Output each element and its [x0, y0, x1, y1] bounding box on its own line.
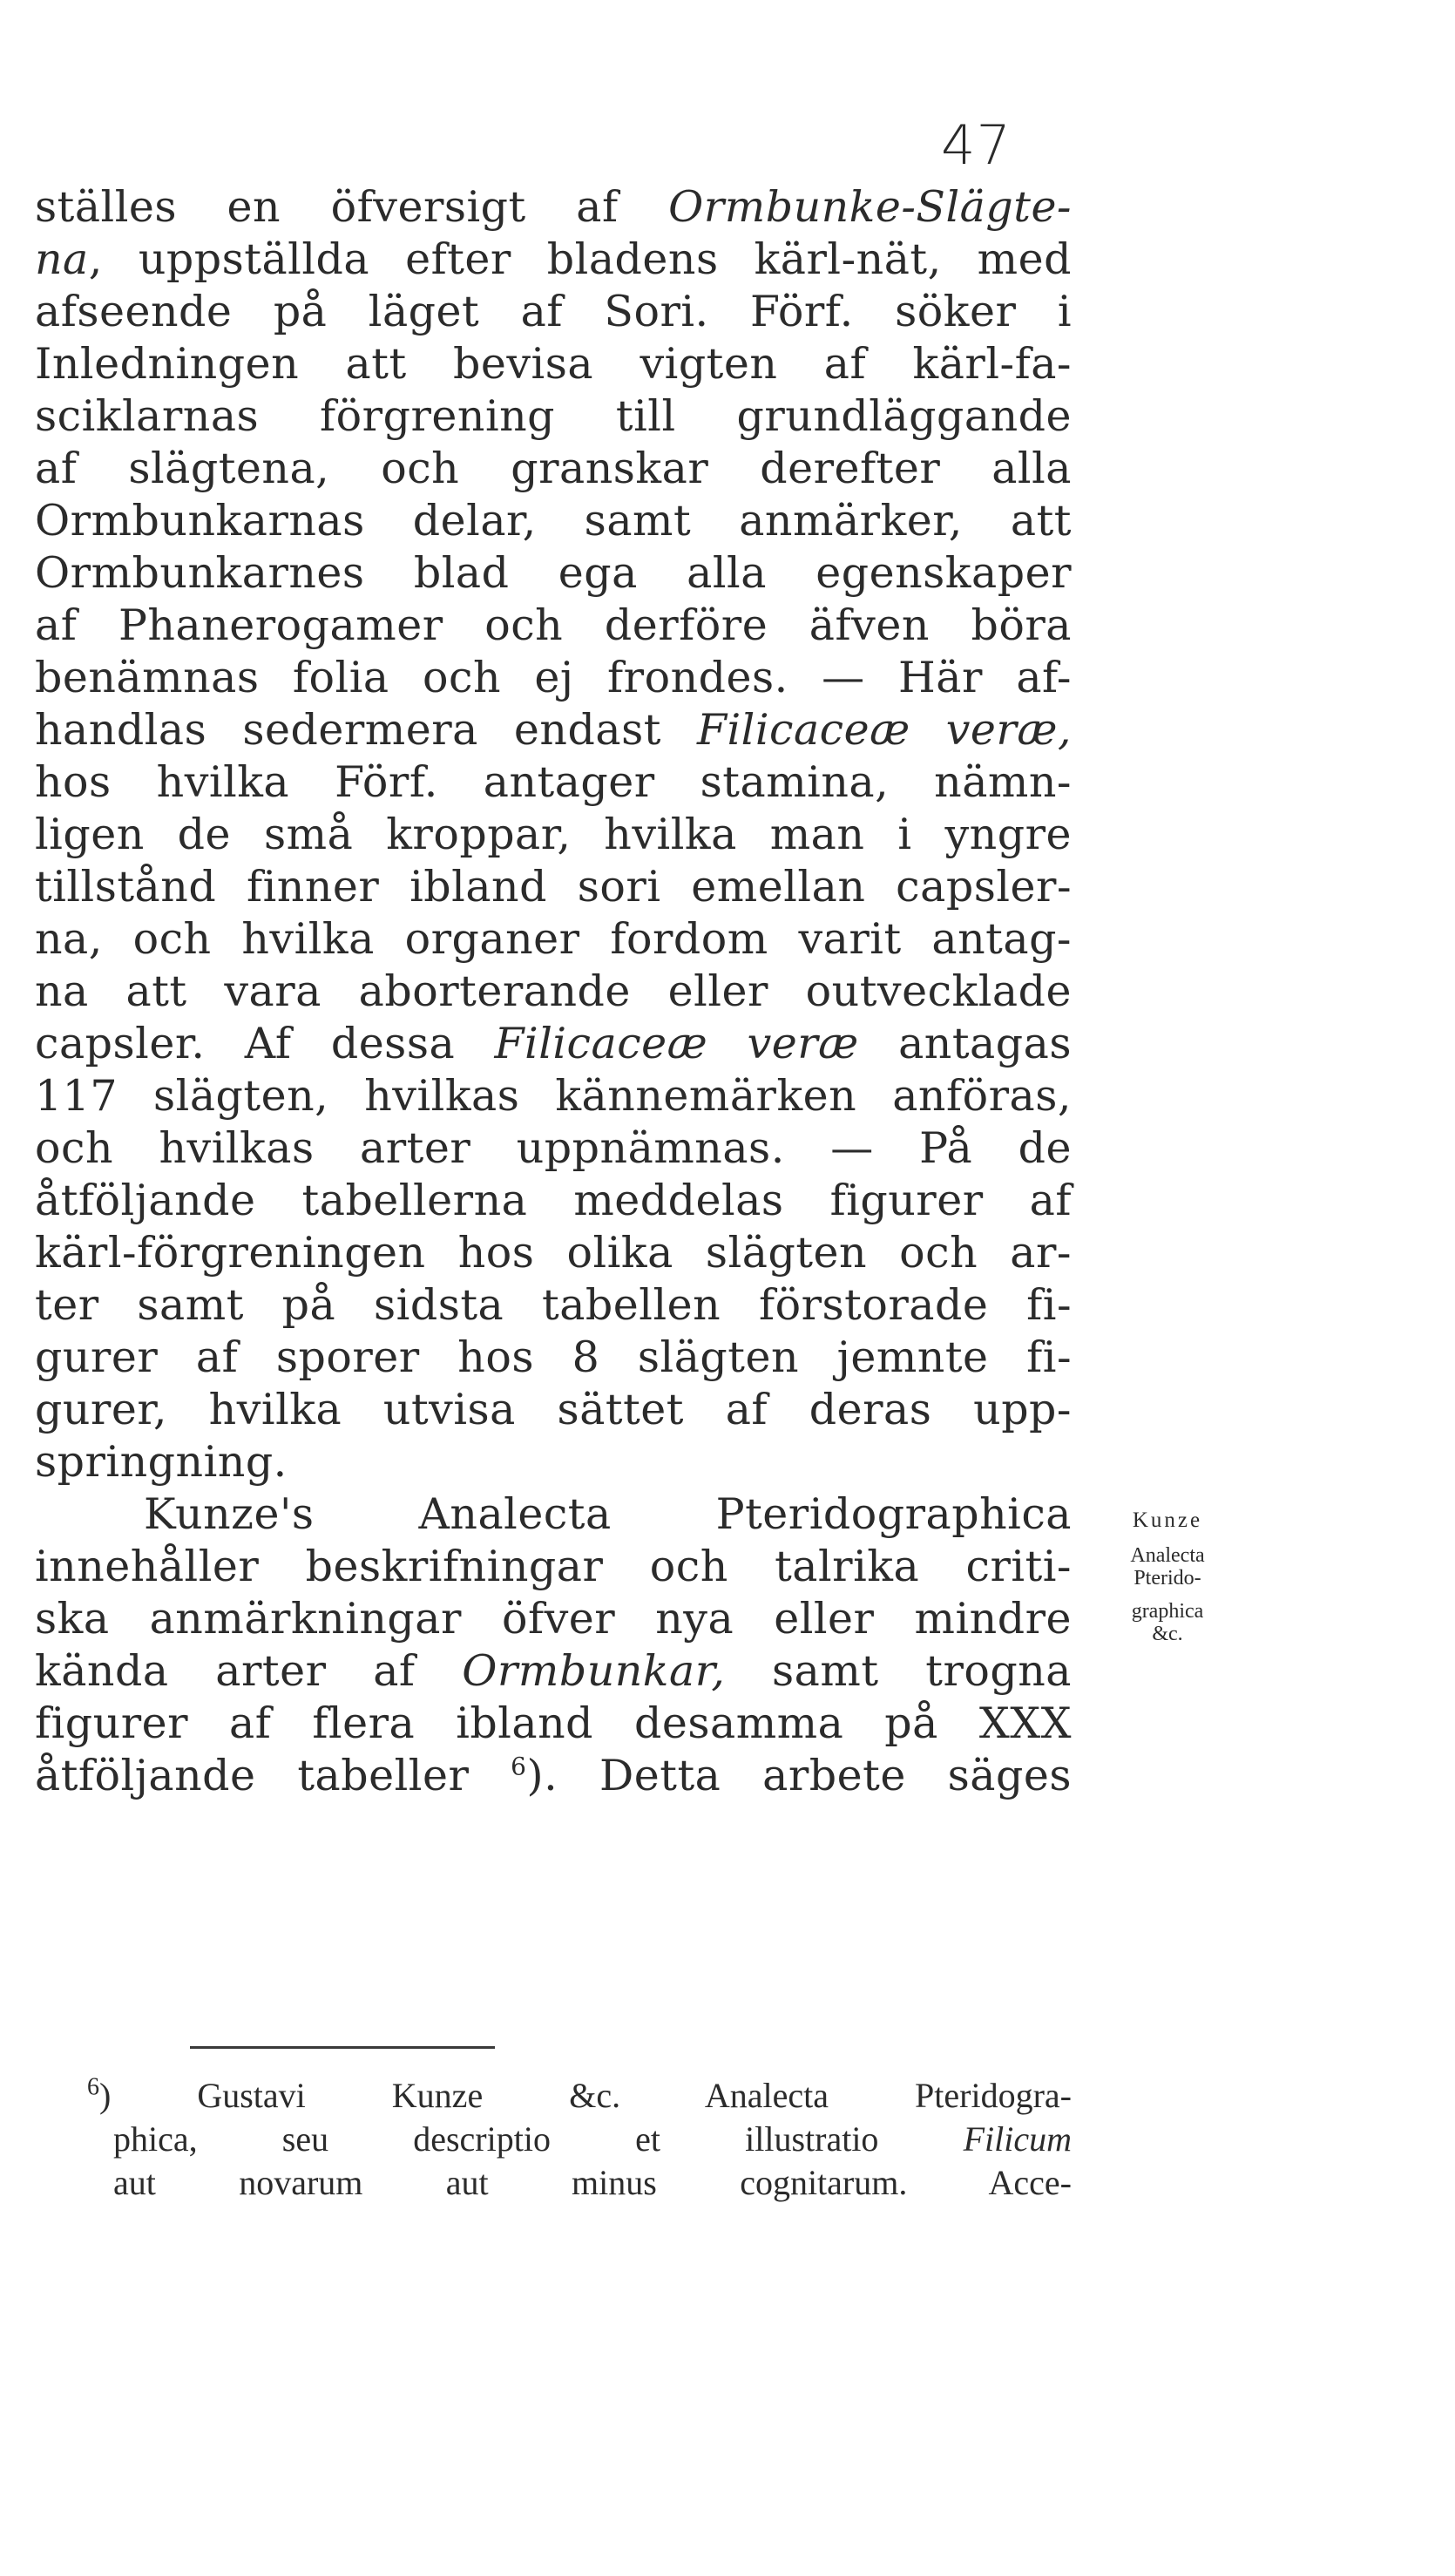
footnote-line: phica, seu descriptio et illustratio Filicum [113, 2119, 1072, 2159]
body-line: tillstånd finner ibland sori emellan capsler- [35, 862, 1072, 912]
margin-note [1085, 1509, 1250, 1645]
footnote-marker: 6 [87, 2073, 99, 2101]
margin-note-line: Analecta [1130, 1544, 1205, 1567]
body-line: gurer af sporer hos 8 slägten jemnte fi- [35, 1332, 1072, 1382]
margin-note-line: &c. [1152, 1623, 1183, 1645]
body-line: innehåller beskrifningar och talrika criti- [35, 1542, 1072, 1591]
body-line: figurer af flera ibland desamma på XXX [35, 1698, 1072, 1748]
footnote-ref: 6 [511, 1752, 527, 1781]
margin-note-line: Pterido- [1134, 1567, 1201, 1590]
body-line: åtföljande tabellerna meddelas figurer af [35, 1176, 1072, 1225]
body-line: ter samt på sidsta tabellen förstorade fi- [35, 1280, 1072, 1330]
body-line: benämnas folia och ej frondes. — Här af- [35, 653, 1072, 702]
body-line: 117 slägten, hvilkas kännemärken anföras, [35, 1071, 1072, 1121]
body-line: kärl-förgreningen hos olika slägten och ar- [35, 1228, 1072, 1278]
body-line: gurer, hvilka utvisa sättet af deras upp- [35, 1385, 1072, 1434]
body-line: kända arter af Ormbunkar, samt trogna [35, 1646, 1073, 1696]
body-line: Ormbunkarnes blad ega alla egenskaper [35, 548, 1072, 598]
body-line: Ormbunkarnas delar, samt anmärker, att [35, 496, 1072, 546]
footnote-line: aut novarum aut minus cognitarum. Acce- [113, 2163, 1072, 2202]
body-line: springning. [35, 1437, 288, 1487]
body-line: Inledningen att bevisa vigten af kärl-fa- [35, 339, 1072, 389]
body-line: na, och hvilka organer fordom varit antag- [35, 914, 1072, 964]
body-line: ska anmärkningar öfver nya eller mindre [35, 1594, 1072, 1644]
body-line: af Phanerogamer och derföre äfven böra [35, 600, 1072, 650]
body-line: åtföljande tabeller $^6$). Detta arbete säges [35, 1751, 1073, 1800]
page-number: 47 [941, 113, 1012, 177]
body-line: sciklarnas förgrening till grundläggande [35, 391, 1072, 441]
footnote-rule [190, 2046, 495, 2049]
body-line: af slägtena, och granskar derefter alla [35, 444, 1072, 493]
body-line: Kunze's Analecta Pteridographica [144, 1489, 1072, 1539]
body-line: handlas sedermera endast Filicaceæ veræ, [35, 705, 1072, 755]
footnote-line: $^6$) Gustavi Kunze &c. Analecta Pteridogra- [87, 2073, 1072, 2115]
body-line: ställes en öfversigt af Ormbunke-Slägte- [35, 182, 1072, 232]
body-line: afseende på läget af Sori. Förf. söker i [35, 287, 1072, 336]
body-line: na att vara aborterande eller outvecklade [35, 966, 1072, 1016]
body-line: hos hvilka Förf. antager stamina, nämn- [35, 757, 1072, 807]
margin-note-line: graphica [1131, 1600, 1204, 1623]
margin-note-line: Kunze [1132, 1508, 1203, 1532]
body-line: na, uppställda efter bladens kärl-nät, med [35, 234, 1072, 284]
body-line: och hvilkas arter uppnämnas. — På de [35, 1123, 1072, 1173]
body-line: capsler. Af dessa Filicaceæ veræ antagas [35, 1019, 1072, 1068]
body-line: ligen de små kroppar, hvilka man i yngre [35, 810, 1072, 859]
